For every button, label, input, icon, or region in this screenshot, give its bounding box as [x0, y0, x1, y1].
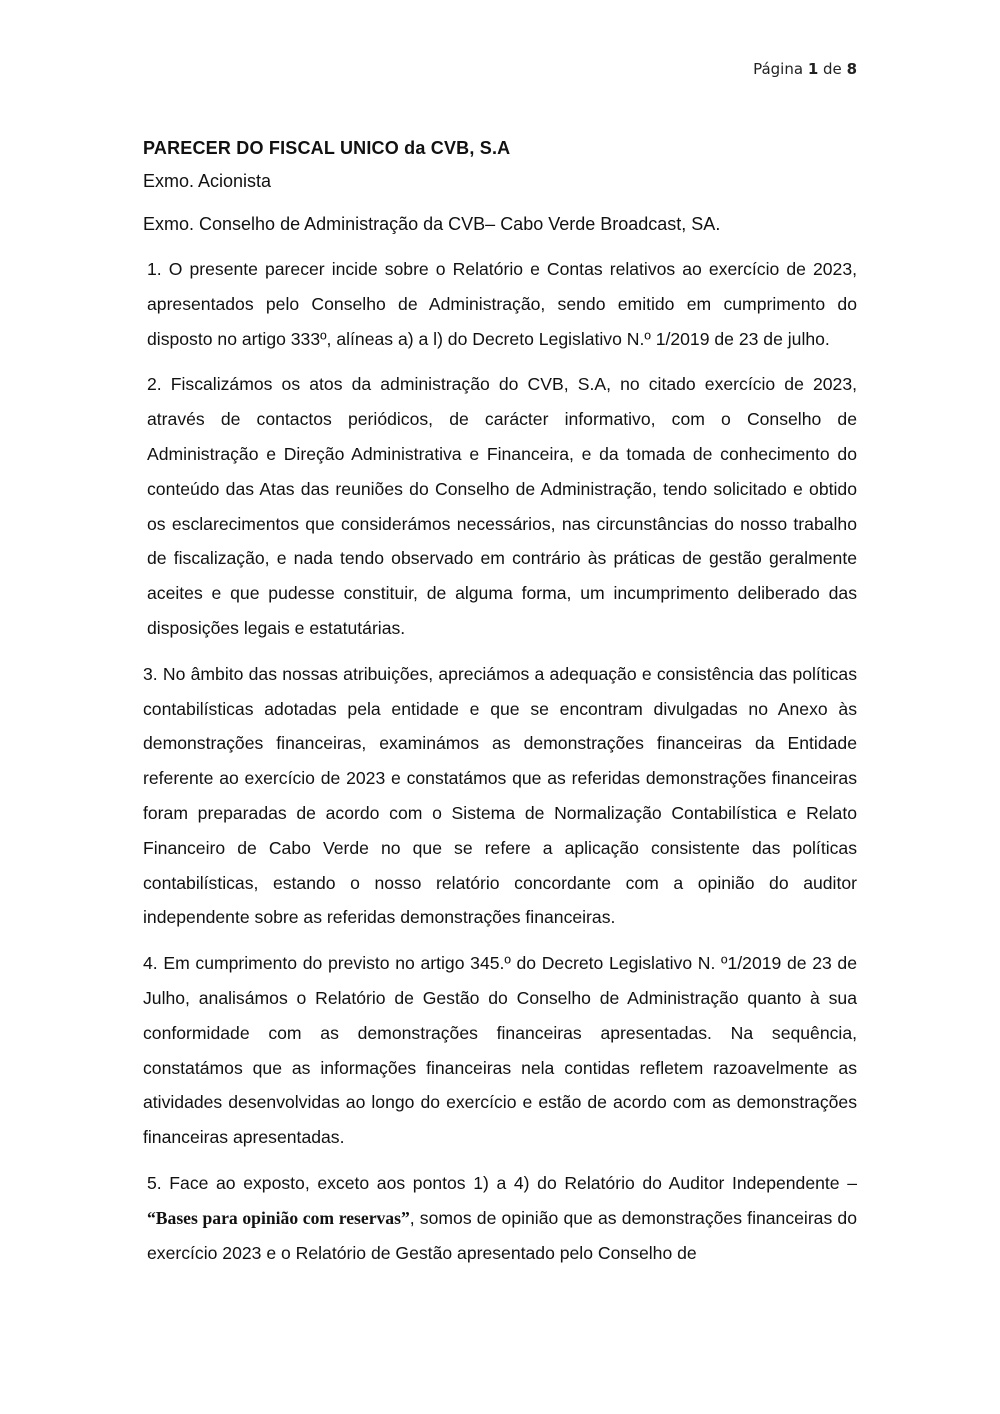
salutation-shareholder: Exmo. Acionista — [143, 171, 272, 191]
page-number — [753, 60, 857, 78]
paragraph-1: 1. O presente parecer incide sobre o Relatório e Contas relativos ao exercício de 2023, apresentados pelo Conselho de Administração, sendo emitido em cumprimento do disposto no artigo 333º, alíneas a) a l) do Decreto Legislativo N.º 1/2019 de 23 de julho. — [147, 259, 857, 349]
paragraph-5-intro: 5. Face ao exposto, exceto aos pontos 1) a 4) do Relatório do Auditor Independente – — [147, 1172, 857, 1193]
page-prefix: Página — [753, 60, 804, 78]
paragraph-4: 4. Em cumprimento do previsto no artigo 345.º do Decreto Legislativo N. º1/2019 de 23 de Julho, analisámos o Relatório de Gestão do Conselho de Administração quanto à sua conformidade com as demonstrações financeiras apresentadas. Na sequência, constatámos que as informações financeiras nela contidas refletem razoavelmente as atividades desenvolvidas ao longo do exercício e estão de acordo com as demonstrações financeiras apresentadas. — [143, 953, 857, 1148]
paragraph-5 — [143, 1166, 857, 1270]
paragraph-2: 2. Fiscalizámos os atos da administração do CVB, S.A, no citado exercício de 2023, através de contactos periódicos, de carácter informativo, com o Conselho de Administração e Direção Administrativa e Financeira, e da tomada de conhecimento do conteúdo das Atas das reuniões do Conselho de Administração, tendo solicitado e obtido os esclarecimentos que considerámos necessários, nas circunstâncias do nosso trabalho de fiscalização, e nada tendo observado em contrário às práticas de gestão geralmente aceites e que pudesse constituir, de alguma forma, um incumprimento deliberado das disposições legais e estatutárias. — [147, 374, 857, 638]
salutation-board: Exmo. Conselho de Administração da CVB– Cabo Verde Broadcast, SA. — [143, 214, 721, 234]
document-title: PARECER DO FISCAL UNICO da CVB, S.A — [143, 138, 511, 158]
document-body — [143, 132, 857, 1270]
page-of: de — [823, 60, 842, 78]
paragraph-3: 3. No âmbito das nossas atribuições, apreciámos a adequação e consistência das políticas contabilísticas adotadas pela entidade e que se encontram divulgadas no Anexo às demonstrações financeiras, examinámos as demonstrações financeiras da Entidade referente ao exercício de 2023 e constatámos que as referidas demonstrações financeiras foram preparadas de acordo com o Sistema de Normalização Contabilística e Relato Financeiro de Cabo Verde no que se refere a aplicação consistente das políticas contabilísticas, estando o nosso relatório concordante com a opinião do auditor independente sobre as referidas demonstrações financeiras. — [143, 663, 857, 928]
page-current: 1 — [807, 60, 819, 78]
paragraph-5-rest: , somos de opinião que as demonstrações financeiras do exercício 2023 e o Relatório de Gestão apresentado pelo Conselho de — [147, 1207, 857, 1263]
page-total: 8 — [846, 60, 857, 78]
paragraph-5-emphasis: “Bases para opinião com reservas” — [147, 1207, 410, 1228]
